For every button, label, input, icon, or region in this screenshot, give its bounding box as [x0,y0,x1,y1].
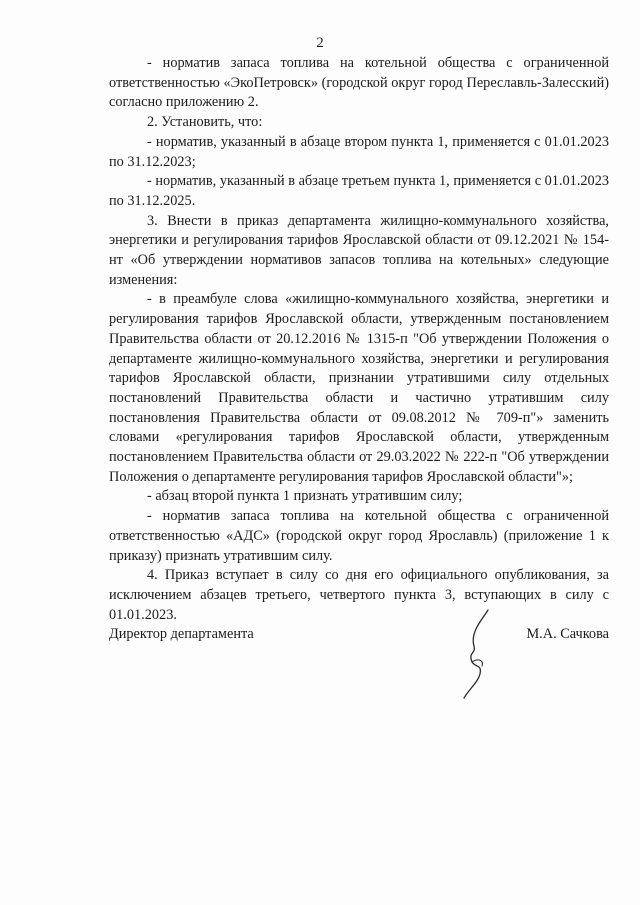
paragraph-preamble-change: - в преамбуле слова «жилищно-коммунального хозяйства, энергетики и регулирования тарифов Ярославской области, утвержденным постановлением Правительства области от 20.12.2016 № 1315-п "Об утверждении Положения о департаменте жилищно-коммунального хозяйства, энергетики и регулирования тарифов Ярославской области, признании утратившими силу отдельных постановлений Правительства области и частично утратившим силу постановления Правительства области от 09.08.2012 № 709-п"» заменить словами «регулирования тарифов Ярославской области, утвержденным постановлением Правительства области от 29.03.2022 № 222-п "Об утверждении Положения о департаменте регулирования тарифов Ярославской области"»; [109,291,609,485]
paragraph-norm-third-abzac: - норматив, указанный в абзаце третьем пункта 1, применяется с 01.01.2023 по 31.12.2025. [109,173,609,209]
signatory-title: Директор департамента [109,626,254,642]
page-number: 2 [316,35,324,51]
paragraph-norm-second-abzac: - норматив, указанный в абзаце втором пункта 1, применяется с 01.01.2023 по 31.12.2023; [109,133,609,170]
paragraph-fuel-norm-ekopetrovsk: - норматив запаса топлива на котельной общества с ограниченной ответственностью «ЭкоПетровск» (городской округ город Переславль-Залесский) согласно приложению 2. [109,55,609,111]
paragraph-item-2: 2. Установить, что: [147,114,263,131]
paragraph-item-4: 4. Приказ вступает в силу со дня его официального опубликования, за исключением абзацев третьего, четвертого пункта 3, вступающих в силу с 01.01.2023. [109,567,609,623]
document-body [109,54,609,625]
signatory-name: М.А. Сачкова [526,626,609,642]
paragraph-item-3: 3. Внести в приказ департамента жилищно-коммунального хозяйства, энергетики и регулирования тарифов Ярославской области от 09.12.2021 № 154-нт «Об утверждении нормативов запасов топлива на котельных» следующие изменения: [109,212,609,288]
paragraph-fuel-norm-ads: - норматив запаса топлива на котельной общества с ограниченной ответственностью «АДС» (городской округ город Ярославль) (приложение 1 к приказу) признать утратившим силу. [109,508,609,564]
paragraph-abzac-invalid: - абзац второй пункта 1 признать утратившим силу; [147,488,463,505]
signature-block [109,626,609,646]
handwritten-signature [448,606,498,706]
